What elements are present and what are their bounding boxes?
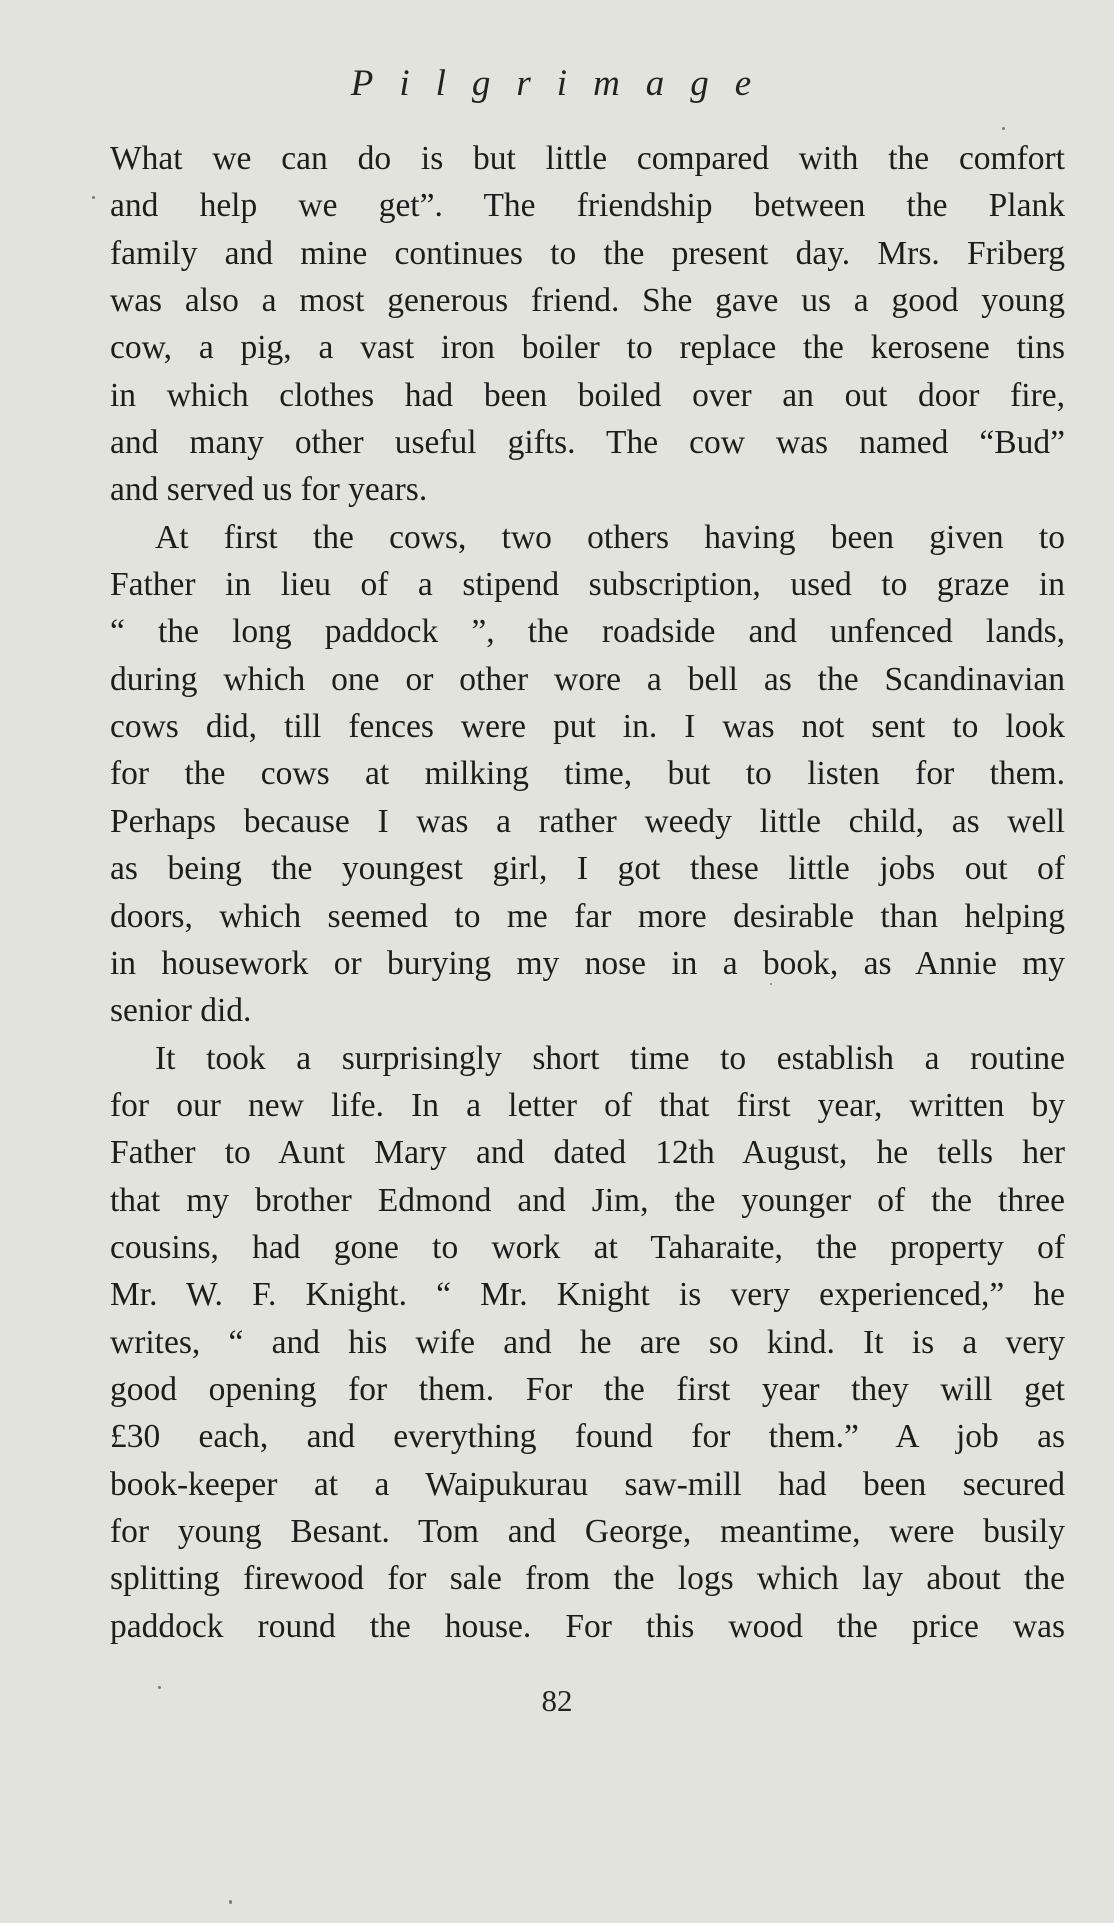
text-line: cousins, had gone to work at Taharaite, the property of: [110, 1228, 1065, 1266]
text-line: in housework or burying my nose in a book, as Annie my: [110, 944, 1065, 982]
paper-speck: [158, 1686, 161, 1689]
text-line: £30 each, and everything found for them.” A job as: [110, 1418, 1065, 1456]
text-line: for young Besant. Tom and George, meantime, were busily: [110, 1512, 1065, 1550]
text-line: Perhaps because I was a rather weedy little child, as well: [110, 802, 1065, 840]
body-text: [110, 135, 1065, 1650]
paper-speck: [229, 1900, 232, 1904]
running-head: Pilgrimage: [350, 63, 778, 104]
text-line: during which one or other wore a bell as the Scandinavian: [110, 660, 1065, 698]
text-line: cows did, till fences were put in. I was not sent to look: [110, 708, 1065, 746]
text-line: was also a most generous friend. She gave us a good young: [110, 282, 1065, 320]
text-line: good opening for them. For the first year they will get: [110, 1370, 1065, 1408]
text-line: senior did.: [110, 992, 252, 1030]
text-line: splitting firewood for sale from the logs which lay about the: [110, 1560, 1065, 1598]
text-line: paddock round the house. For this wood the price was: [110, 1607, 1065, 1645]
text-line: and many other useful gifts. The cow was named “Bud”: [110, 424, 1065, 462]
paper-speck: [770, 983, 772, 985]
text-line: that my brother Edmond and Jim, the younger of the three: [110, 1181, 1065, 1219]
text-line: book-keeper at a Waipukurau saw-mill had been secured: [110, 1465, 1065, 1503]
text-line: in which clothes had been boiled over an out door fire,: [110, 376, 1065, 414]
text-line: Mr. W. F. Knight. “ Mr. Knight is very experienced,” he: [110, 1276, 1065, 1314]
page-number: 82: [541, 1683, 573, 1718]
text-line: Father to Aunt Mary and dated 12th August, he tells her: [110, 1134, 1065, 1172]
paper-speck: [1002, 127, 1005, 130]
text-line: cow, a pig, a vast iron boiler to replace the kerosene tins: [110, 329, 1065, 367]
text-line: Father in lieu of a stipend subscription, used to graze in: [110, 566, 1065, 604]
text-line: What we can do is but little compared with the comfort: [110, 140, 1065, 177]
text-line: for the cows at milking time, but to listen for them.: [110, 755, 1065, 793]
text-line: “ the long paddock ”, the roadside and unfenced lands,: [110, 613, 1065, 651]
text-line: for our new life. In a letter of that first year, written by: [110, 1086, 1065, 1124]
text-line: It took a surprisingly short time to establish a routine: [155, 1039, 1065, 1077]
text-line: At first the cows, two others having been given to: [155, 518, 1065, 556]
text-line: writes, “ and his wife and he are so kind. It is a very: [110, 1323, 1065, 1361]
paper-speck: [92, 196, 95, 199]
text-line: family and mine continues to the present day. Mrs. Friberg: [110, 234, 1065, 272]
text-line: and help we get”. The friendship between the Plank: [110, 187, 1065, 225]
text-line: doors, which seemed to me far more desirable than helping: [110, 897, 1065, 935]
text-line: and served us for years.: [110, 471, 428, 509]
text-line: as being the youngest girl, I got these little jobs out of: [110, 850, 1065, 888]
